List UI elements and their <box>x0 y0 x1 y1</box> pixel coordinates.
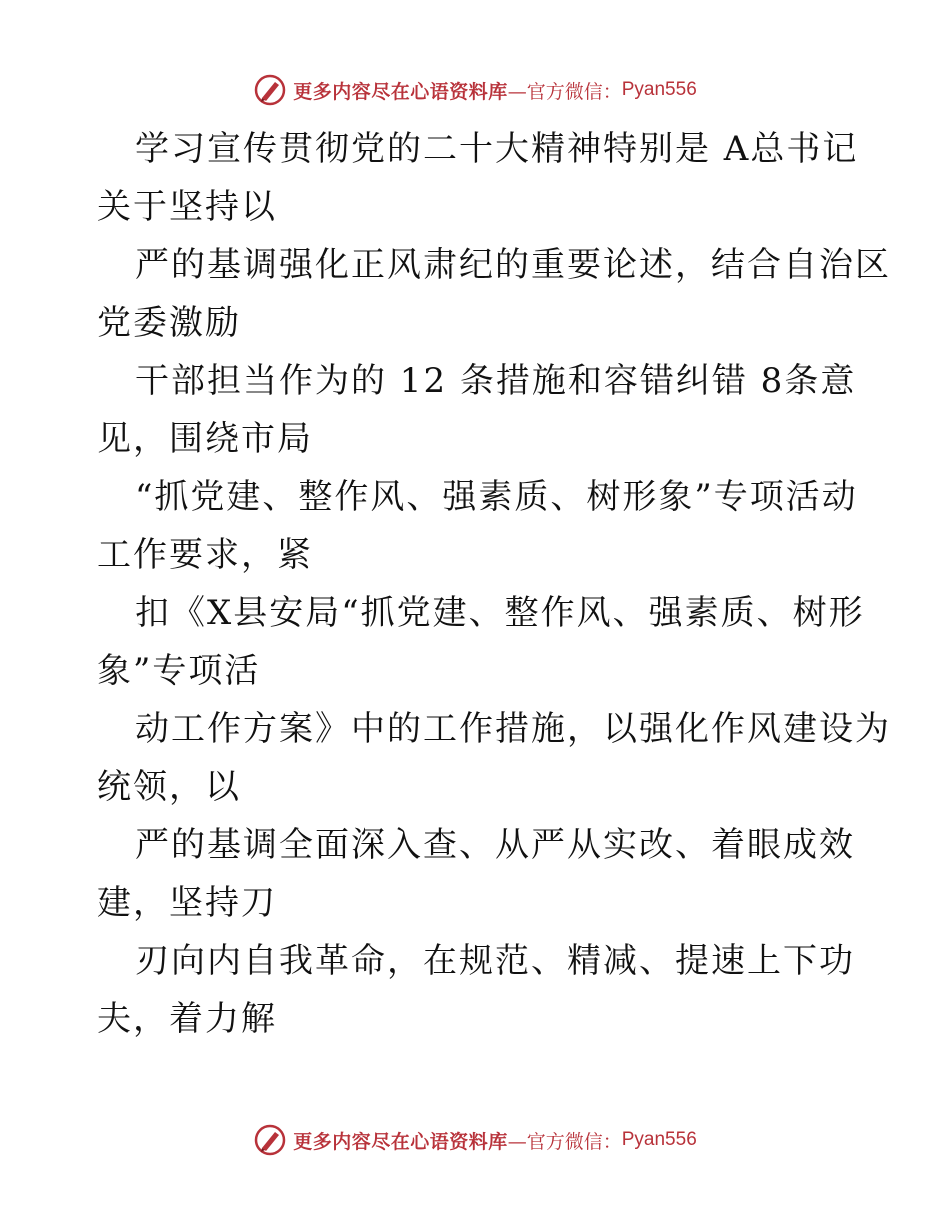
text-line: “抓党建、整作风、强素质、树形象”专项活动 <box>135 477 858 517</box>
banner-wechat-id: Pyan556 <box>621 1129 697 1150</box>
text-line: 工作要求，紧 <box>97 535 313 575</box>
text-line: 党委激励 <box>97 303 241 343</box>
pen-logo-icon <box>253 1123 287 1157</box>
text-line: 刃向内自我革命，在规范、精减、提速上下功 <box>135 941 855 981</box>
banner-title: 更多内容尽在心语资料库 <box>293 80 508 103</box>
text-line: 夫，着力解 <box>97 999 277 1039</box>
text-line: 严的基调全面深入查、从严从实改、着眼成效 <box>135 825 855 865</box>
text-line: 扣《X县安局“抓党建、整作风、强素质、树形 <box>135 593 865 633</box>
text-line: 象”专项活 <box>97 651 261 691</box>
banner-title: 更多内容尽在心语资料库 <box>293 1130 508 1153</box>
banner-wechat-id: Pyan556 <box>621 79 697 100</box>
pen-logo-icon <box>253 73 287 107</box>
text-line: 见，围绕市局 <box>97 419 313 459</box>
text-line: 干部担当作为的 12 条措施和容错纠错 8条意 <box>135 361 857 401</box>
text-line: 关于坚持以 <box>97 187 277 227</box>
footer-banner <box>0 1120 950 1160</box>
text-line: 学习宣传贯彻党的二十大精神特别是 A总书记 <box>135 129 859 169</box>
text-line: 建，坚持刀 <box>97 883 277 923</box>
banner-separator: —官方微信： <box>507 80 622 103</box>
header-banner <box>0 70 950 110</box>
document-body <box>97 120 891 1048</box>
text-line: 严的基调强化正风肃纪的重要论述，结合自治区 <box>135 245 891 285</box>
text-line: 统领，以 <box>97 767 241 807</box>
text-line: 动工作方案》中的工作措施，以强化作风建设为 <box>135 709 891 749</box>
banner-separator: —官方微信： <box>507 1130 622 1153</box>
